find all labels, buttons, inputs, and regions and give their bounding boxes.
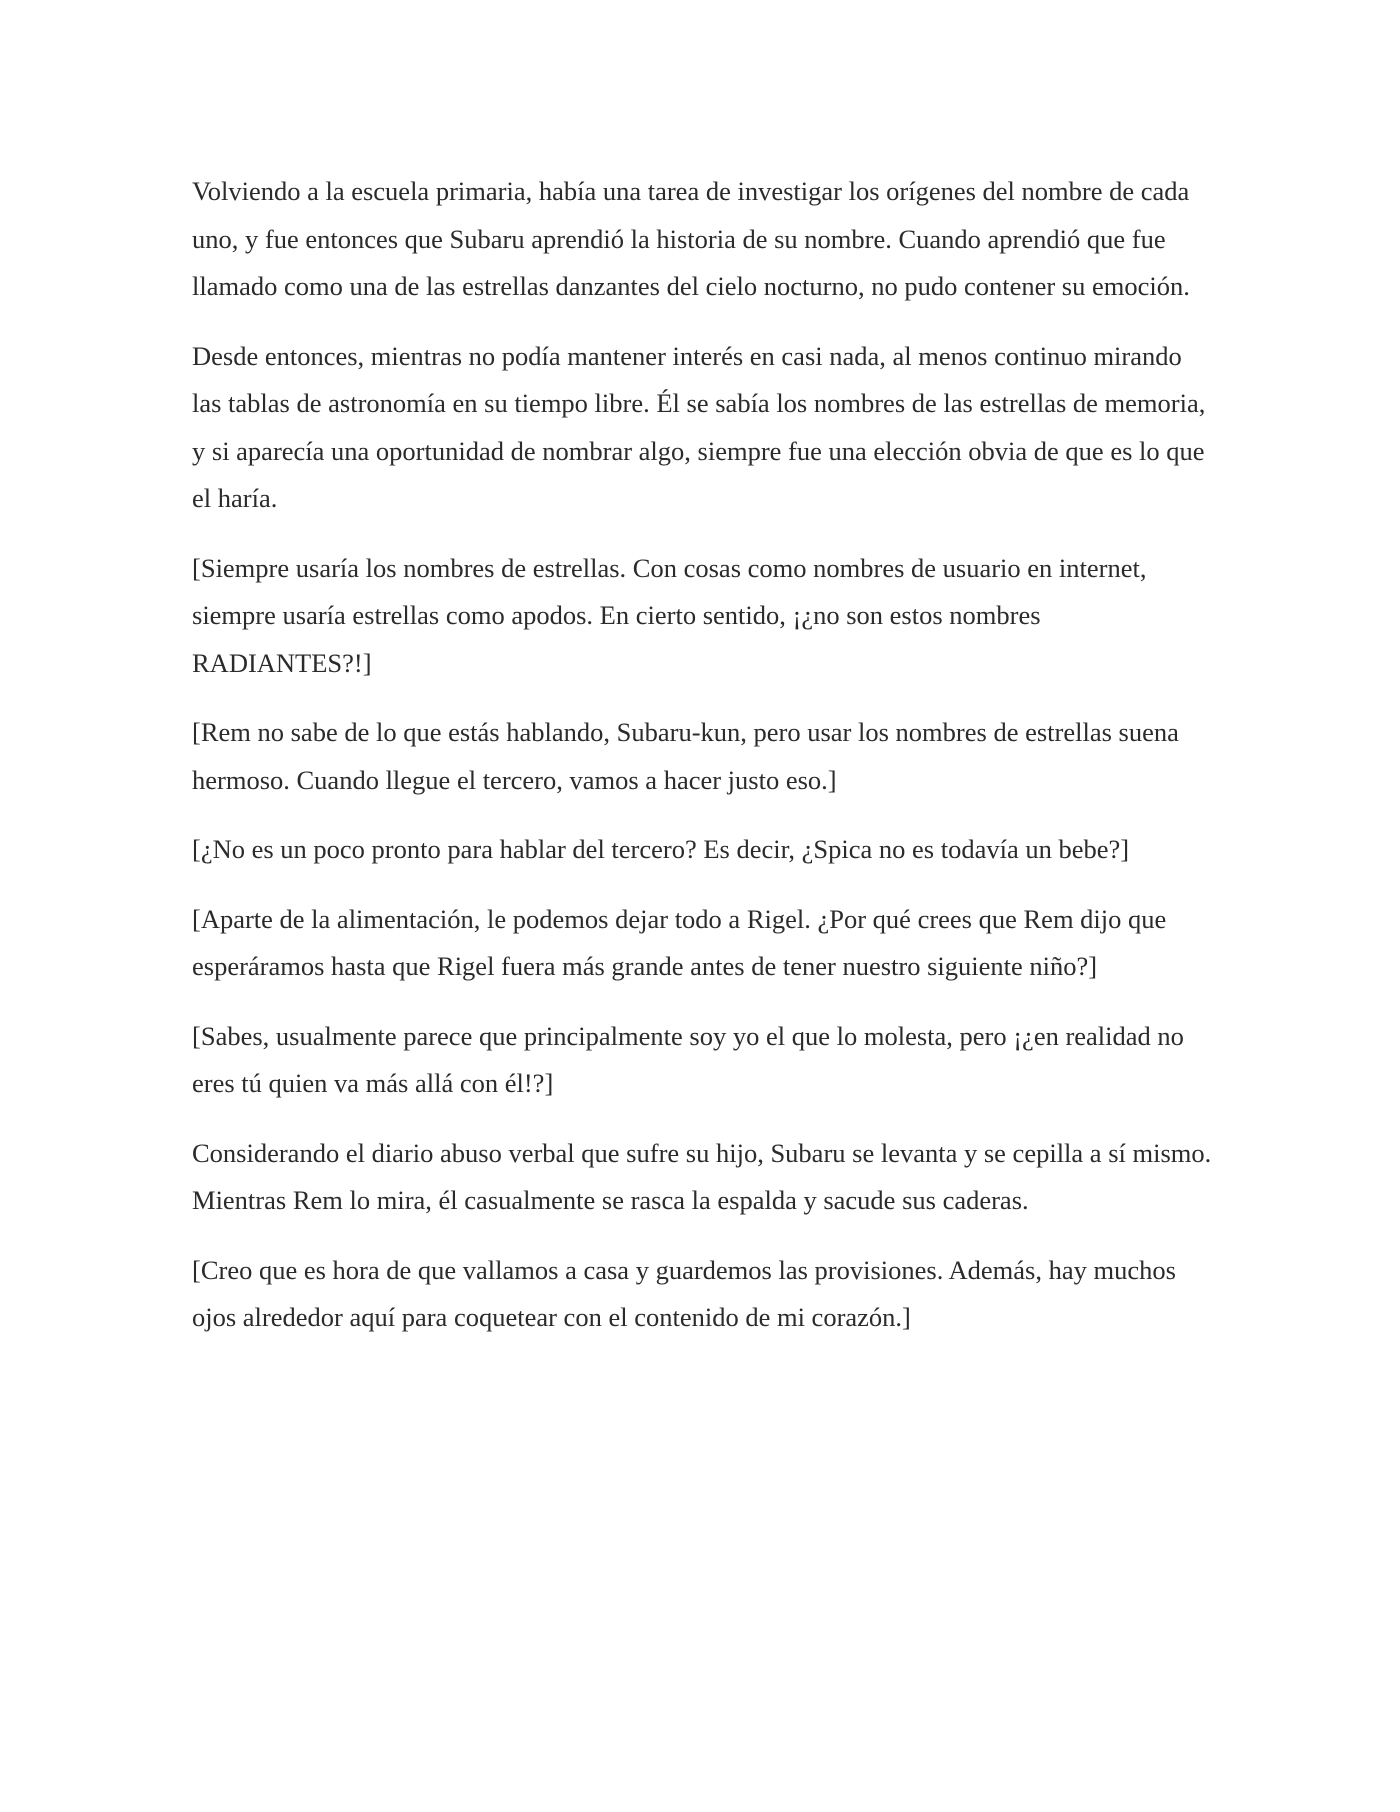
document-body [192,168,1212,1364]
paragraph-5: [¿No es un poco pronto para hablar del tercero? Es decir, ¿Spica no es todavía un bebe?] [192,834,1130,864]
paragraph-9: [Creo que es hora de que vallamos a casa y guardemos las provisiones. Además, hay muchos ojos alrededor aquí para coquetear con el contenido de mi corazón.] [192,1254,1176,1332]
paragraph-2: Desde entonces, mientras no podía mantener interés en casi nada, al menos continuo mirando las tablas de astronomía en su tiempo libre. Él se sabía los nombres de las estrellas de memoria, y si aparecía una oportunidad de nombrar algo, siempre fue una elección obvia de que es lo que el haría. [192,340,1206,513]
paragraph-8: Considerando el diario abuso verbal que sufre su hijo, Subaru se levanta y se cepilla a sí mismo. Mientras Rem lo mira, él casualmente se rasca la espalda y sacude sus caderas. [192,1137,1212,1215]
paragraph-6: [Aparte de la alimentación, le podemos dejar todo a Rigel. ¿Por qué crees que Rem dijo que esperáramos hasta que Rigel fuera más grande antes de tener nuestro siguiente niño?] [192,903,1167,981]
paragraph-1: Volviendo a la escuela primaria, había una tarea de investigar los orígenes del nombre de cada uno, y fue entonces que Subaru aprendió la historia de su nombre. Cuando aprendió que fue llamado como una de las estrellas danzantes del cielo nocturno, no pudo contener su emoción. [192,176,1190,301]
paragraph-4: [Rem no sabe de lo que estás hablando, Subaru-kun, pero usar los nombres de estrellas suena hermoso. Cuando llegue el tercero, vamos a hacer justo eso.] [192,717,1179,795]
paragraph-3: [Siempre usaría los nombres de estrellas. Con cosas como nombres de usuario en internet, siempre usaría estrellas como apodos. En cierto sentido, ¡¿no son estos nombres RADIANTES?!] [192,552,1147,678]
paragraph-7: [Sabes, usualmente parece que principalmente soy yo el que lo molesta, pero ¡¿en realidad no eres tú quien va más allá con él!?] [192,1020,1184,1098]
